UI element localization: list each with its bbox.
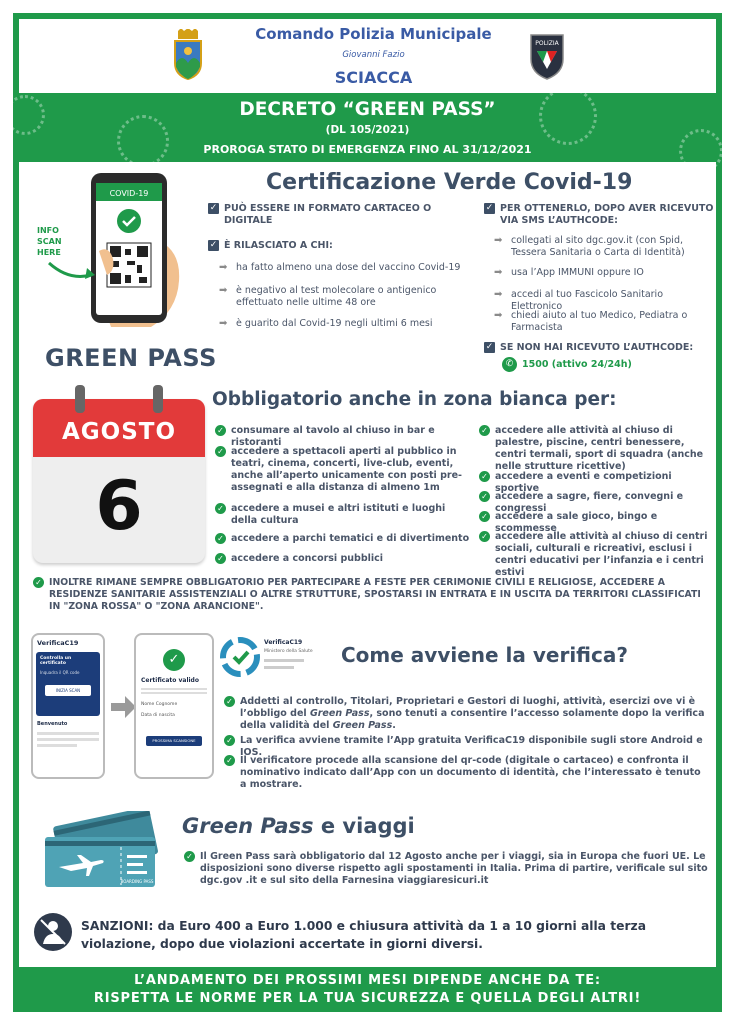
- obbl-left-item: ✓ accedere a musei e altri istituti e luoghi della cultura: [215, 503, 473, 527]
- check-circle-icon: ✓: [224, 735, 235, 746]
- arrow-right-icon: [109, 695, 137, 719]
- sanzioni-text: SANZIONI: da Euro 400 a Euro 1.000 e chiusura attività da 1 a 10 giorni alla terza violazione, dopo due violazioni accertate in giorni diversi.: [81, 919, 646, 951]
- check-circle-icon: ✓: [215, 503, 226, 514]
- police-badge: [527, 31, 567, 81]
- obbl-left-item: ✓ accedere a concorsi pubblici: [215, 553, 473, 565]
- calendar-month: AGOSTO: [61, 419, 177, 445]
- check-circle-icon: ✓: [479, 491, 490, 502]
- arrow-icon: ➡: [494, 267, 503, 278]
- phone1-welcome: Benvenuto: [37, 721, 68, 727]
- obbligatorio-note: ✓ INOLTRE RIMANE SEMPRE OBBLIGATORIO PER PARTECIPARE A FESTE PER CERIMONIE CIVILI E RELIGIOSE, ACCEDERE A RESIDENZE SANITARIE ASSISTENZIALI O ALTRE STRUTTURE, SPOSTARSI IN ENTRATA E IN USCITA DA TERRITORI CLASSIFICATI IN "ZONA ROSSA" O "ZONA ARANCIONE".: [33, 577, 707, 613]
- cert-left-item-1: ✓ PUÒ ESSERE IN FORMATO CARTACEO O DIGITALE: [209, 203, 432, 226]
- obbl-left-item: ✓ accedere a spettacoli aperti al pubblico in teatri, cinema, concerti, live-club, eventi, anche all’aperto unicamente con posti pre-assegnati e alla distanza di almeno 1m: [215, 446, 473, 494]
- checkbox-icon: ✓: [209, 203, 218, 213]
- verifica-store-card: [220, 633, 332, 681]
- poster-frame: [13, 13, 722, 1012]
- obbl-right-item: ✓ accedere alle attività al chiuso di centri sociali, culturali e ricreativi, esclusi i centri educativi per l’infanzia e i centri estivi: [479, 531, 717, 579]
- obbl-right-item: ✓ accedere a sale gioco, bingo e scommesse: [479, 511, 717, 535]
- verifica-title: Come avviene la verifica?: [341, 643, 628, 667]
- phone2-next-button[interactable]: PROSSIMA SCANSIONE: [146, 736, 202, 746]
- obbl-left-item: ✓ consumare al tavolo al chiuso in bar e ristoranti: [215, 425, 473, 449]
- phone-illustration: [81, 171, 191, 341]
- arrow-icon: ➡: [219, 262, 228, 273]
- phone1-card-text: Inquadra il QR code: [40, 670, 80, 675]
- verifica-item: ✓ La verifica avviene tramite l’App gratuita VerificaC19 disponibile sugli store Android e IOS.: [224, 735, 710, 759]
- check-circle-icon: ✓: [479, 471, 490, 482]
- ticket-label: BOARDING PASS: [120, 879, 154, 884]
- verifica-item: ✓ Il verificatore procede alla scansione del qr-code (digitale o cartaceo) e confronta il nominativo indicato dall’App con un documento di identità, che l’interessato è tenuto a mostrare.: [224, 755, 710, 791]
- cert-left-sub-1: ➡ ha fatto almeno una dose del vaccino Covid-19: [219, 262, 461, 273]
- obbl-right-item: ✓ accedere a eventi e competizioni sportive: [479, 471, 717, 495]
- check-circle-icon: ✓: [215, 553, 226, 564]
- obbl-right-item: ✓ accedere a sagre, fiere, convegni e congressi: [479, 491, 717, 515]
- badge-text: POLIZIA: [535, 40, 559, 47]
- cert-right-sub-1: ➡ collegati al sito dgc.gov.it (con Spid, Tessera Sanitaria o Carta di Identità): [494, 235, 685, 258]
- info-scan-label: INFO SCAN HERE: [37, 226, 62, 257]
- banner-extension: PROROGA STATO DI EMERGENZA FINO AL 31/12/2021: [203, 143, 532, 156]
- cert-left-sub-2: ➡ è negativo al test molecolare o antigenico effettuato nelle ultime 48 ore: [219, 285, 437, 308]
- phone1-app-name: VerificaC19: [37, 639, 79, 647]
- verifica-phone-2: [134, 633, 214, 779]
- phone-icon: ✆: [502, 357, 517, 372]
- arrow-icon: ➡: [219, 285, 228, 296]
- arrow-icon: ➡: [219, 318, 228, 329]
- phone1-card-title: Controlla un certificato: [40, 656, 72, 666]
- viaggi-title: Green Pass e viaggi: [182, 814, 415, 838]
- checkbox-icon: ✓: [485, 203, 494, 213]
- boarding-pass-icon: [37, 811, 169, 893]
- banner-title: DECRETO “GREEN PASS”: [239, 99, 496, 120]
- verifica-phone-1: [31, 633, 105, 779]
- cert-right-item-1: ✓ PER OTTENERLO, DOPO AVER RICEVUTO VIA SMS L’AUTHCODE:: [485, 203, 714, 226]
- phone2-field-2: Data di nascita: [141, 713, 175, 718]
- checkbox-icon: ✓: [209, 240, 218, 250]
- cert-left-sub-3: ➡ è guarito dal Covid-19 negli ultimi 6 mesi: [219, 318, 433, 329]
- green-pass-label: GREEN PASS: [45, 344, 217, 372]
- info-scan-arrow: [47, 259, 97, 283]
- check-circle-icon: ✓: [224, 755, 235, 766]
- calendar-icon: [33, 385, 205, 563]
- header-title: Comando Polizia Municipale: [255, 25, 492, 43]
- virus-decoration: [117, 115, 169, 167]
- check-circle-icon: ✓: [479, 531, 490, 542]
- check-circle-icon: ✓: [215, 425, 226, 436]
- check-circle-icon: ✓: [479, 511, 490, 522]
- arrow-icon: ➡: [494, 310, 503, 321]
- arrow-icon: ➡: [494, 235, 503, 246]
- viaggi-text: ✓ Il Green Pass sarà obbligatorio dal 12 Agosto anche per i viaggi, sia in Europa che fuori UE. Le disposizioni sono diverse rispetto agli spostamenti in Italia. Prima di partire, verificale sul sito dgc.gov .it e sul sito della Farnesina viaggiaresicuri.it: [184, 851, 708, 887]
- footer-banner: [19, 967, 716, 1012]
- obbl-right-item: ✓ accedere alle attività al chiuso di palestre, piscine, centri benessere, centri termali, sport di squadra (anche nelle strutture ricettive): [479, 425, 717, 473]
- phone-covid-label: COVID-19: [109, 189, 149, 198]
- valid-check-icon: ✓: [163, 649, 185, 671]
- check-circle-icon: ✓: [215, 446, 226, 457]
- cert-left-item-2: ✓ È RILASCIATO A CHI:: [209, 240, 333, 251]
- checkbox-icon: ✓: [485, 342, 494, 352]
- footer-line-1: L’ANDAMENTO DEI PROSSIMI MESI DIPENDE ANCHE DA TE:: [134, 973, 601, 988]
- check-circle-icon: ✓: [33, 577, 44, 588]
- verifica-item: ✓ Addetti al controllo, Titolari, Proprietari e Gestori di luoghi, attività, esercizi ove vi è l’obbligo del Green Pass, sono tenuti a consentire l’accesso solamente dopo la verifica della validità del Green Pass.: [224, 696, 710, 732]
- obbl-left-item: ✓ accedere a parchi tematici e di divertimento: [215, 533, 473, 545]
- verificac19-logo-icon: [220, 637, 260, 677]
- cert-right-item-2: ✓ SE NON HAI RICEVUTO L’AUTHCODE:: [485, 342, 694, 353]
- header-city: SCIACCA: [334, 68, 413, 87]
- footer-line-2: RISPETTA LE NORME PER LA TUA SICUREZZA E QUELLA DEGLI ALTRI!: [93, 991, 642, 1006]
- store-developer: Ministero della Salute: [264, 649, 313, 654]
- cert-right-sub-4: ➡ chiedi aiuto al tuo Medico, Pediatra o Farmacista: [494, 310, 688, 333]
- arrow-icon: ➡: [494, 289, 503, 300]
- sanction-icon: [33, 912, 73, 952]
- phone2-status: Certificato valido: [141, 677, 199, 684]
- check-circle-icon: ✓: [215, 533, 226, 544]
- check-circle-icon: ✓: [224, 696, 235, 707]
- authcode-phone: ✆ 1500 (attivo 24/24h): [502, 357, 702, 373]
- cert-right-sub-2: ➡ usa l’App IMMUNI oppure IO: [494, 267, 644, 278]
- obbligatorio-title: Obbligatorio anche in zona bianca per:: [212, 389, 617, 410]
- banner-subtitle: (DL 105/2021): [325, 124, 410, 136]
- check-circle-icon: ✓: [479, 425, 490, 436]
- calendar-day: 6: [95, 467, 143, 546]
- check-circle-icon: ✓: [184, 851, 195, 862]
- phone1-scan-button[interactable]: INIZIA SCAN: [45, 685, 91, 696]
- certificazione-title: Certificazione Verde Covid-19: [266, 170, 633, 195]
- cert-right-sub-3: ➡ accedi al tuo Fascicolo Sanitario Elettronico: [494, 289, 664, 312]
- header-commander-name: Giovanni Fazio: [342, 50, 405, 60]
- phone2-field-1: Nome Cognome: [141, 702, 178, 707]
- decree-banner: [19, 93, 716, 162]
- store-app-name: VerificaC19: [264, 639, 303, 646]
